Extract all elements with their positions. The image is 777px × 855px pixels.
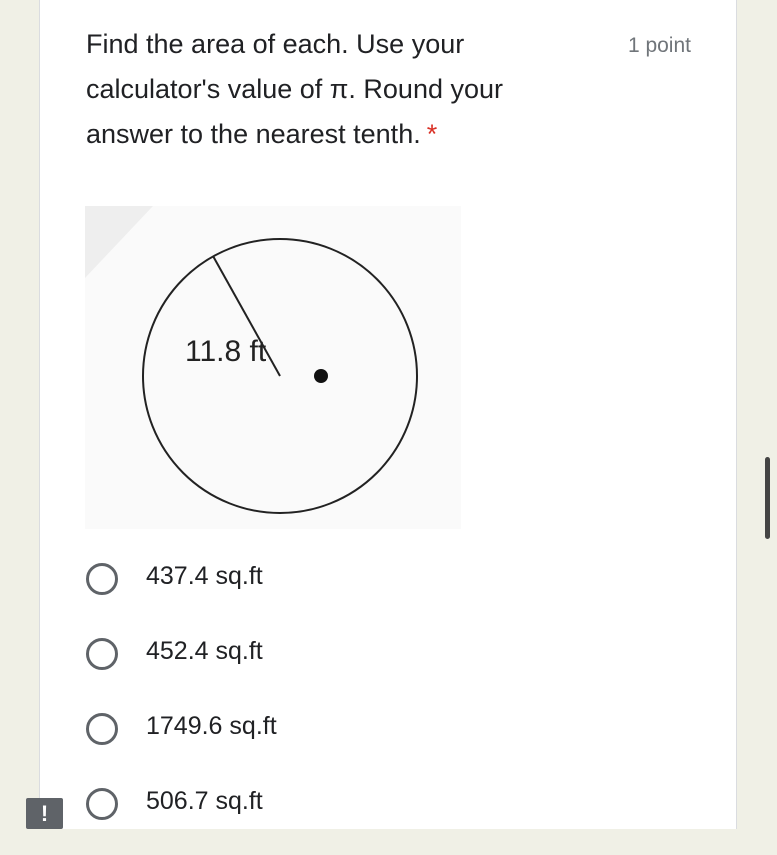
radio-button[interactable]: [86, 788, 118, 820]
question-image: [85, 206, 461, 529]
option-1[interactable]: [86, 555, 277, 630]
radio-button[interactable]: [86, 638, 118, 670]
question-text: Find the area of each. Use your calculator's value of π. Round your answer to the nearest tenth.: [86, 29, 503, 149]
radius-label: 11.8 ft: [185, 335, 267, 368]
options-list: [86, 555, 277, 855]
report-issue-icon[interactable]: !: [26, 798, 63, 829]
image-corner-shade: [85, 206, 153, 278]
points-label: 1 point: [627, 34, 691, 57]
option-2[interactable]: [86, 630, 277, 705]
circle-diagram: [85, 206, 461, 529]
option-label: 1749.6 sq.ft: [146, 712, 277, 740]
option-label: 506.7 sq.ft: [146, 787, 263, 815]
scrollbar-thumb[interactable]: [765, 457, 770, 539]
radio-button[interactable]: [86, 563, 118, 595]
required-asterisk: *: [426, 119, 438, 149]
question-title: [86, 22, 586, 157]
option-4[interactable]: [86, 780, 277, 855]
center-point: [314, 369, 328, 383]
option-label: 437.4 sq.ft: [146, 562, 263, 590]
option-label: 452.4 sq.ft: [146, 637, 263, 665]
question-card: [39, 0, 737, 829]
option-3[interactable]: [86, 705, 277, 780]
radio-button[interactable]: [86, 713, 118, 745]
